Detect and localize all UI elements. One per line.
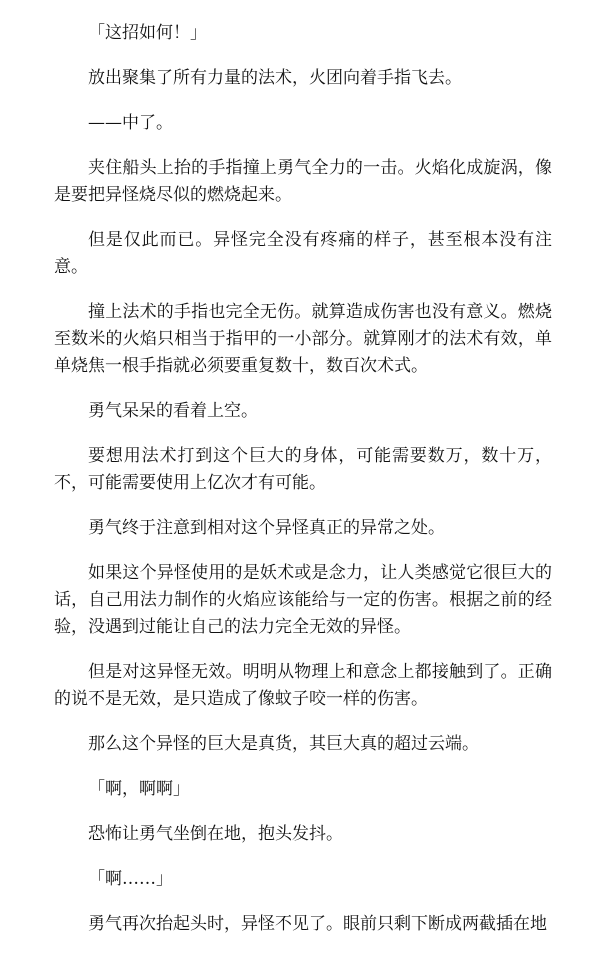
paragraph: 撞上法术的手指也完全无伤。就算造成伤害也没有意义。燃烧至数米的火焰只相当于指甲的一小部分。就算刚才的法术有效，单单烧焦一根手指就必须要重复数十，数百次术式。 bbox=[54, 302, 552, 376]
paragraph: 勇气终于注意到相对这个异怪真正的异常之处。 bbox=[88, 518, 445, 538]
paragraph: 夹住船头上抬的手指撞上勇气全力的一击。火焰化成旋涡，像是要把异怪烧尽似的燃烧起来。 bbox=[54, 158, 552, 205]
paragraph: 放出聚集了所有力量的法术，火团向着手指飞去。 bbox=[88, 68, 462, 88]
paragraph: 勇气呆呆的看着上空。 bbox=[88, 401, 258, 421]
paragraph: 「啊……」 bbox=[88, 869, 173, 889]
paragraph: 但是仅此而已。异怪完全没有疼痛的样子，甚至根本没有注意。 bbox=[54, 230, 552, 277]
paragraph: ——中了。 bbox=[88, 113, 173, 133]
paragraph: 那么这个异怪的巨大是真货，其巨大真的超过云端。 bbox=[88, 734, 479, 754]
page-text bbox=[54, 20, 552, 956]
paragraph: 如果这个异怪使用的是妖术或是念力，让人类感觉它很巨大的话，自己用法力制作的火焰应该能给与一定的伤害。根据之前的经验，没遇到过能让自己的法力完全无效的异怪。 bbox=[54, 563, 552, 637]
paragraph: 「啊，啊啊」 bbox=[88, 779, 190, 799]
paragraph: 要想用法术打到这个巨大的身体，可能需要数万，数十万，不，可能需要使用上亿次才有可能。 bbox=[54, 446, 552, 493]
paragraph: 「这招如何！」 bbox=[88, 23, 207, 43]
paragraph: 但是对这异怪无效。明明从物理上和意念上都接触到了。正确的说不是无效，是只造成了像蚊子咬一样的伤害。 bbox=[54, 662, 552, 709]
paragraph: 恐怖让勇气坐倒在地，抱头发抖。 bbox=[88, 824, 343, 844]
paragraph: 勇气再次抬起头时，异怪不见了。眼前只剩下断成两截插在地 bbox=[88, 914, 547, 934]
